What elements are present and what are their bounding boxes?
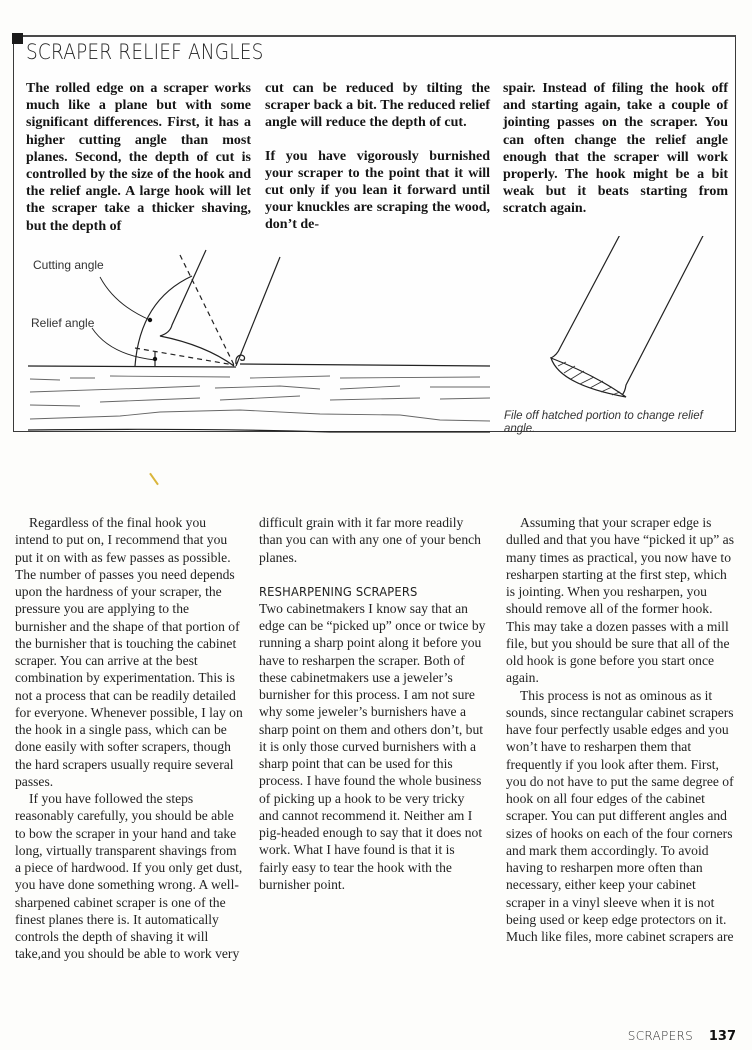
sidebar-paragraph: If you have vigorously burnished your scraper to the point that it will cut only if you lean it forward until your knuckles are scraping the wood, don’t de- <box>265 148 490 233</box>
sidebar-column-1 <box>26 80 251 251</box>
page-number: 137 <box>708 1029 736 1044</box>
figure-caption: File off hatched portion to change relief angle. <box>504 410 703 435</box>
body-paragraph: If you have followed the steps reasonably carefully, you should be able to bow the scraper in your hand and take long, virtually transparent shavings from a piece of hardwood. If you only get dust, you have done something wrong. A well-sharpened cabinet scraper is one of the finest planes there is. It automatically controls the depth of shaving it will take,and you should be able to work very <box>15 791 243 962</box>
sidebar-paragraph: The rolled edge on a scraper works much like a plane but with some significant differences. First, it has a higher cutting angle than most planes. Second, the depth of cut is controlled by the size of the hook and the relief angle. A large hook will let the scraper take a thicker shaving, but the depth of <box>26 81 251 234</box>
sidebar-paragraph: spair. Instead of filing the hook off and starting again, take a couple of jointing passes on the scraper. You can often change the relief angle enough that the scraper will work properly. The hook might be a bit weak but it beats starting from scratch again. <box>503 81 728 217</box>
body-paragraph: difficult grain with it far more readily than you can with any one of your bench planes. <box>259 515 481 565</box>
running-footer-section: SCRAPERS <box>627 1029 694 1043</box>
page-footer <box>628 1029 736 1044</box>
corner-marker <box>12 33 23 44</box>
relief-angle-label: Relief angle <box>31 316 95 330</box>
body-paragraph: Two cabinetmakers I know say that an edge can be “picked up” once or twice by running a sharp point along it before you have to resharpen the scraper. Both of these cabinetmakers use a jeweler’s burnisher for this process. I am not sure why some jeweler’s burnishers have a sharp point on them and others don’t, but it is only those curved burnishers with a sharp point that can be used for this process. I have found the whole business of picking up a hook to be very tricky and cannot recommend it. Neither am I pig-headed enough to say that it does not work. What I have found is that it is fairly easy to tear the hook with the burnisher point. <box>259 600 486 892</box>
sidebar-title: SCRAPER RELIEF ANGLES <box>26 40 264 64</box>
body-column-3 <box>506 514 734 945</box>
sidebar-column-2 <box>265 80 490 250</box>
sidebar-paragraph: cut can be reduced by tilting the scraper back a bit. The reduced relief angle will reduce the depth of cut. <box>265 81 490 131</box>
section-heading: RESHARPENING SCRAPERS <box>259 583 418 599</box>
sidebar-column-3 <box>503 80 728 234</box>
body-column-2 <box>259 514 487 893</box>
scraper-angle-diagram <box>14 236 734 436</box>
body-column-1 <box>15 514 243 963</box>
body-paragraph: Regardless of the final hook you intend to put on, I recommend that you put it on with as few passes as possible. The number of passes you need depends upon the hardness of your scraper, the pressure you are applying to the burnisher and the shape of that portion of the burnisher that is touching the cabinet scraper. You can arrive at the best combination by experimentation. This is not a process that can be readily detailed for everyone. Whenever possible, I lay on the hook in a single pass, which can be done easily with softer scrapers, though the hard scrapers usually require several passes. <box>15 515 243 789</box>
cutting-angle-label: Cutting angle <box>33 258 104 272</box>
stray-pen-mark <box>149 473 159 486</box>
body-paragraph: This process is not as ominous as it sounds, since rectangular cabinet scrapers have four perfectly usable edges and you won’t have to resharpen them that frequently if you look after them. First, you do not have to put the same degree of hook on all four edges of the cabinet scraper. You can put different angles and sizes of hooks on each of the four corners and mark them accordingly. To avoid having to resharpen more often than necessary, either keep your cabinet scraper in a vinyl sleeve when it is not being used or keep edge protectors on it. Much like files, more cabinet scrapers are <box>506 687 734 944</box>
body-paragraph: Assuming that your scraper edge is dulled and that you have “picked it up” as many times as practical, you now have to resharpen starting at the first step, which is jointing. When you resharpen, you should remove all of the former hook. This may take a dozen passes with a mill file, but you should be sure that all of the old hook is gone before you start once again. <box>506 515 735 686</box>
